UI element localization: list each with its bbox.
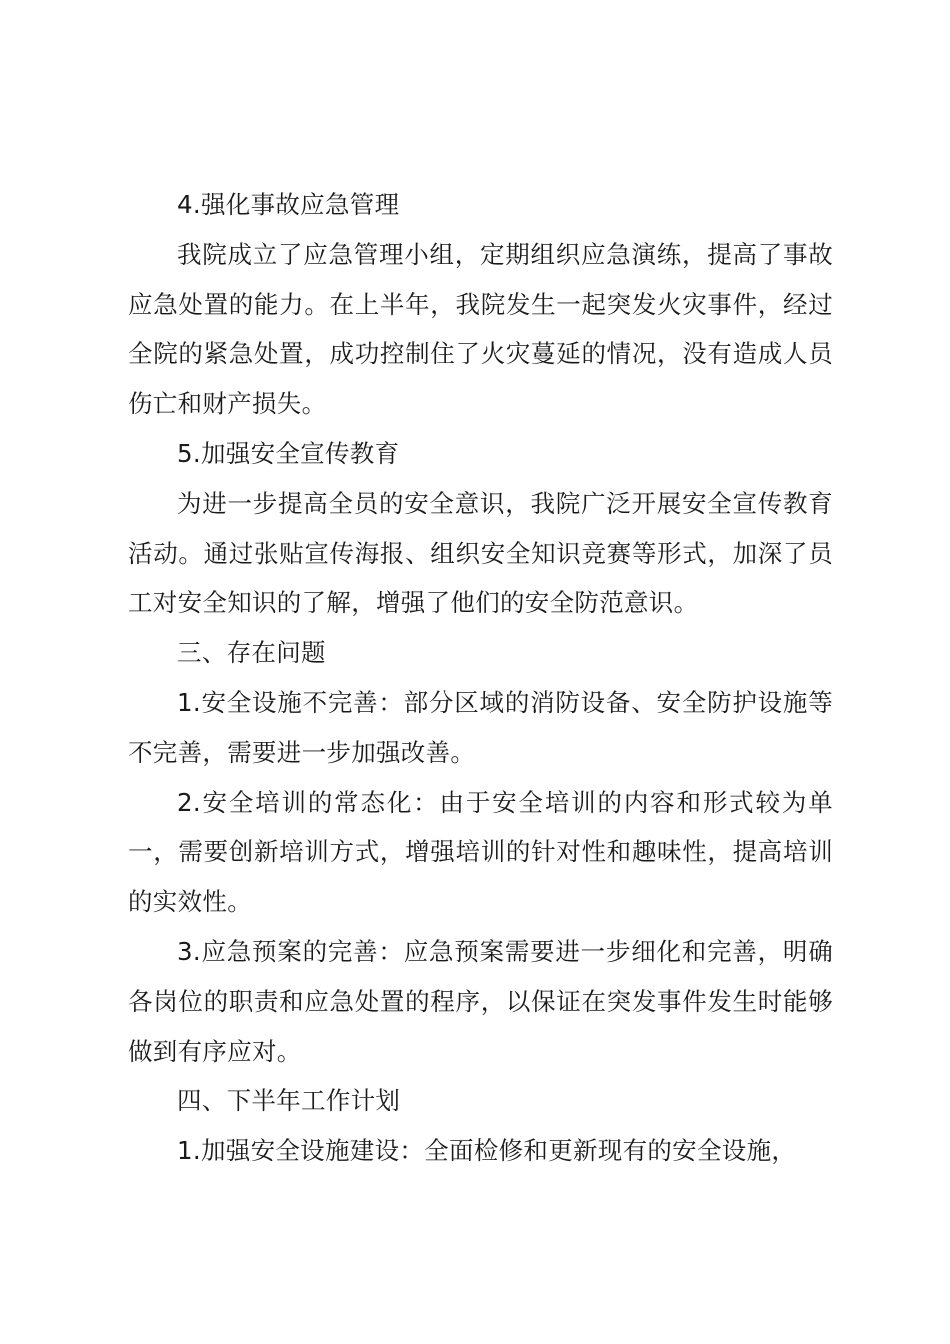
heading-safety-education: 5.加强安全宣传教育 [177,438,400,468]
paragraph-safety-education: 为进一步提高全员的安全意识，我院广泛开展安全宣传教育活动。通过张贴宣传海报、组织安全知识竞赛等形式，加深了员工对安全知识的了解，增强了他们的安全防范意识。 [128,488,833,618]
heading-second-half-plan: 四、下半年工作计划 [177,1086,401,1116]
problem-item-facilities: 1.安全设施不完善：部分区域的消防设备、安全防护设施等不完善，需要进一步加强改善。 [128,687,833,767]
problem-item-training: 2.安全培训的常态化：由于安全培训的内容和形式较为单一，需要创新培训方式，增强培训的针对性和趣味性，提高培训的实效性。 [128,787,833,917]
plan-item-facilities: 1.加强安全设施建设：全面检修和更新现有的安全设施， [177,1136,797,1166]
heading-existing-problems: 三、存在问题 [177,638,326,668]
heading-emergency-management: 4.强化事故应急管理 [177,190,400,219]
document-body [128,180,833,1176]
paragraph-emergency-management: 我院成立了应急管理小组，定期组织应急演练，提高了事故应急处置的能力。在上半年，我院发生一起突发火灾事件，经过全院的紧急处置，成功控制住了火灾蔓延的情况，没有造成人员伤亡和财产损失。 [128,239,833,419]
problem-item-emergency-plan: 3.应急预案的完善：应急预案需要进一步细化和完善，明确各岗位的职责和应急处置的程序，以保证在突发事件发生时能够做到有序应对。 [128,936,833,1066]
